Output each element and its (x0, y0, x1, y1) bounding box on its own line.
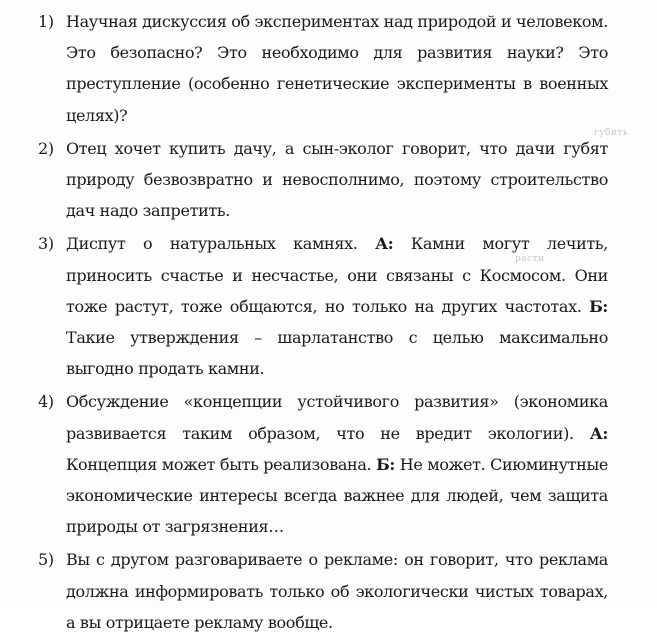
item-number: 2) (38, 138, 54, 158)
item-number: 5) (38, 550, 54, 570)
item-text: Концепция может быть реализована. (66, 454, 377, 474)
item-text: Диспут о натуральных камнях. (66, 234, 376, 254)
speaker-a-label: А: (375, 234, 394, 254)
item-text: Такие утверждения – шарлатанство с целью максимально выгодно продать камни. (66, 328, 608, 379)
item-number: 3) (38, 234, 54, 254)
speaker-a-label: А: (589, 423, 608, 443)
speaker-b-label: Б: (589, 296, 608, 316)
list-item-2 (38, 133, 608, 227)
item-text: Обсуждение «концепции устойчивого развития» (экономика развивается таким образом, что не вредит экологии). (66, 392, 608, 443)
item-number: 1) (38, 12, 54, 31)
list-item-3 (38, 228, 608, 384)
list-item-4 (38, 386, 608, 542)
list-item-1 (38, 6, 608, 131)
item-number: 4) (38, 392, 54, 412)
speaker-b-label: Б: (376, 454, 395, 474)
list-item-5 (38, 544, 608, 638)
item-text: Отец хочет купить дачу, а сын-эколог говорит, что дачи губят природу безвозвратно и невосполнимо, поэтому строительство дач надо запретить. (66, 138, 608, 221)
margin-annotation: губить (594, 128, 629, 138)
item-text: Не может. Сиюминутные экономические интересы всегда важнее для людей, чем защита природы от загрязнения… (66, 454, 608, 537)
item-text: Научная дискуссия об экспериментах над природой и человеком. Это безопасно? Это необходимо для развития науки? Это преступление (особенно генетические эксперименты в военных целях)? (66, 12, 608, 125)
item-text: Вы с другом разговариваете о рекламе: он говорит, что реклама должна информировать только об экологически чистых товарах, а вы отрицаете рекламу вообще. (66, 550, 608, 632)
discussion-topics-list (38, 6, 608, 640)
item-text: Камни могут лечить, приносить счастье и несчастье, они связаны с Космосом. Они тоже растут, тоже общаются, но только на других частотах. (66, 234, 608, 316)
margin-annotation: расти (515, 254, 545, 264)
